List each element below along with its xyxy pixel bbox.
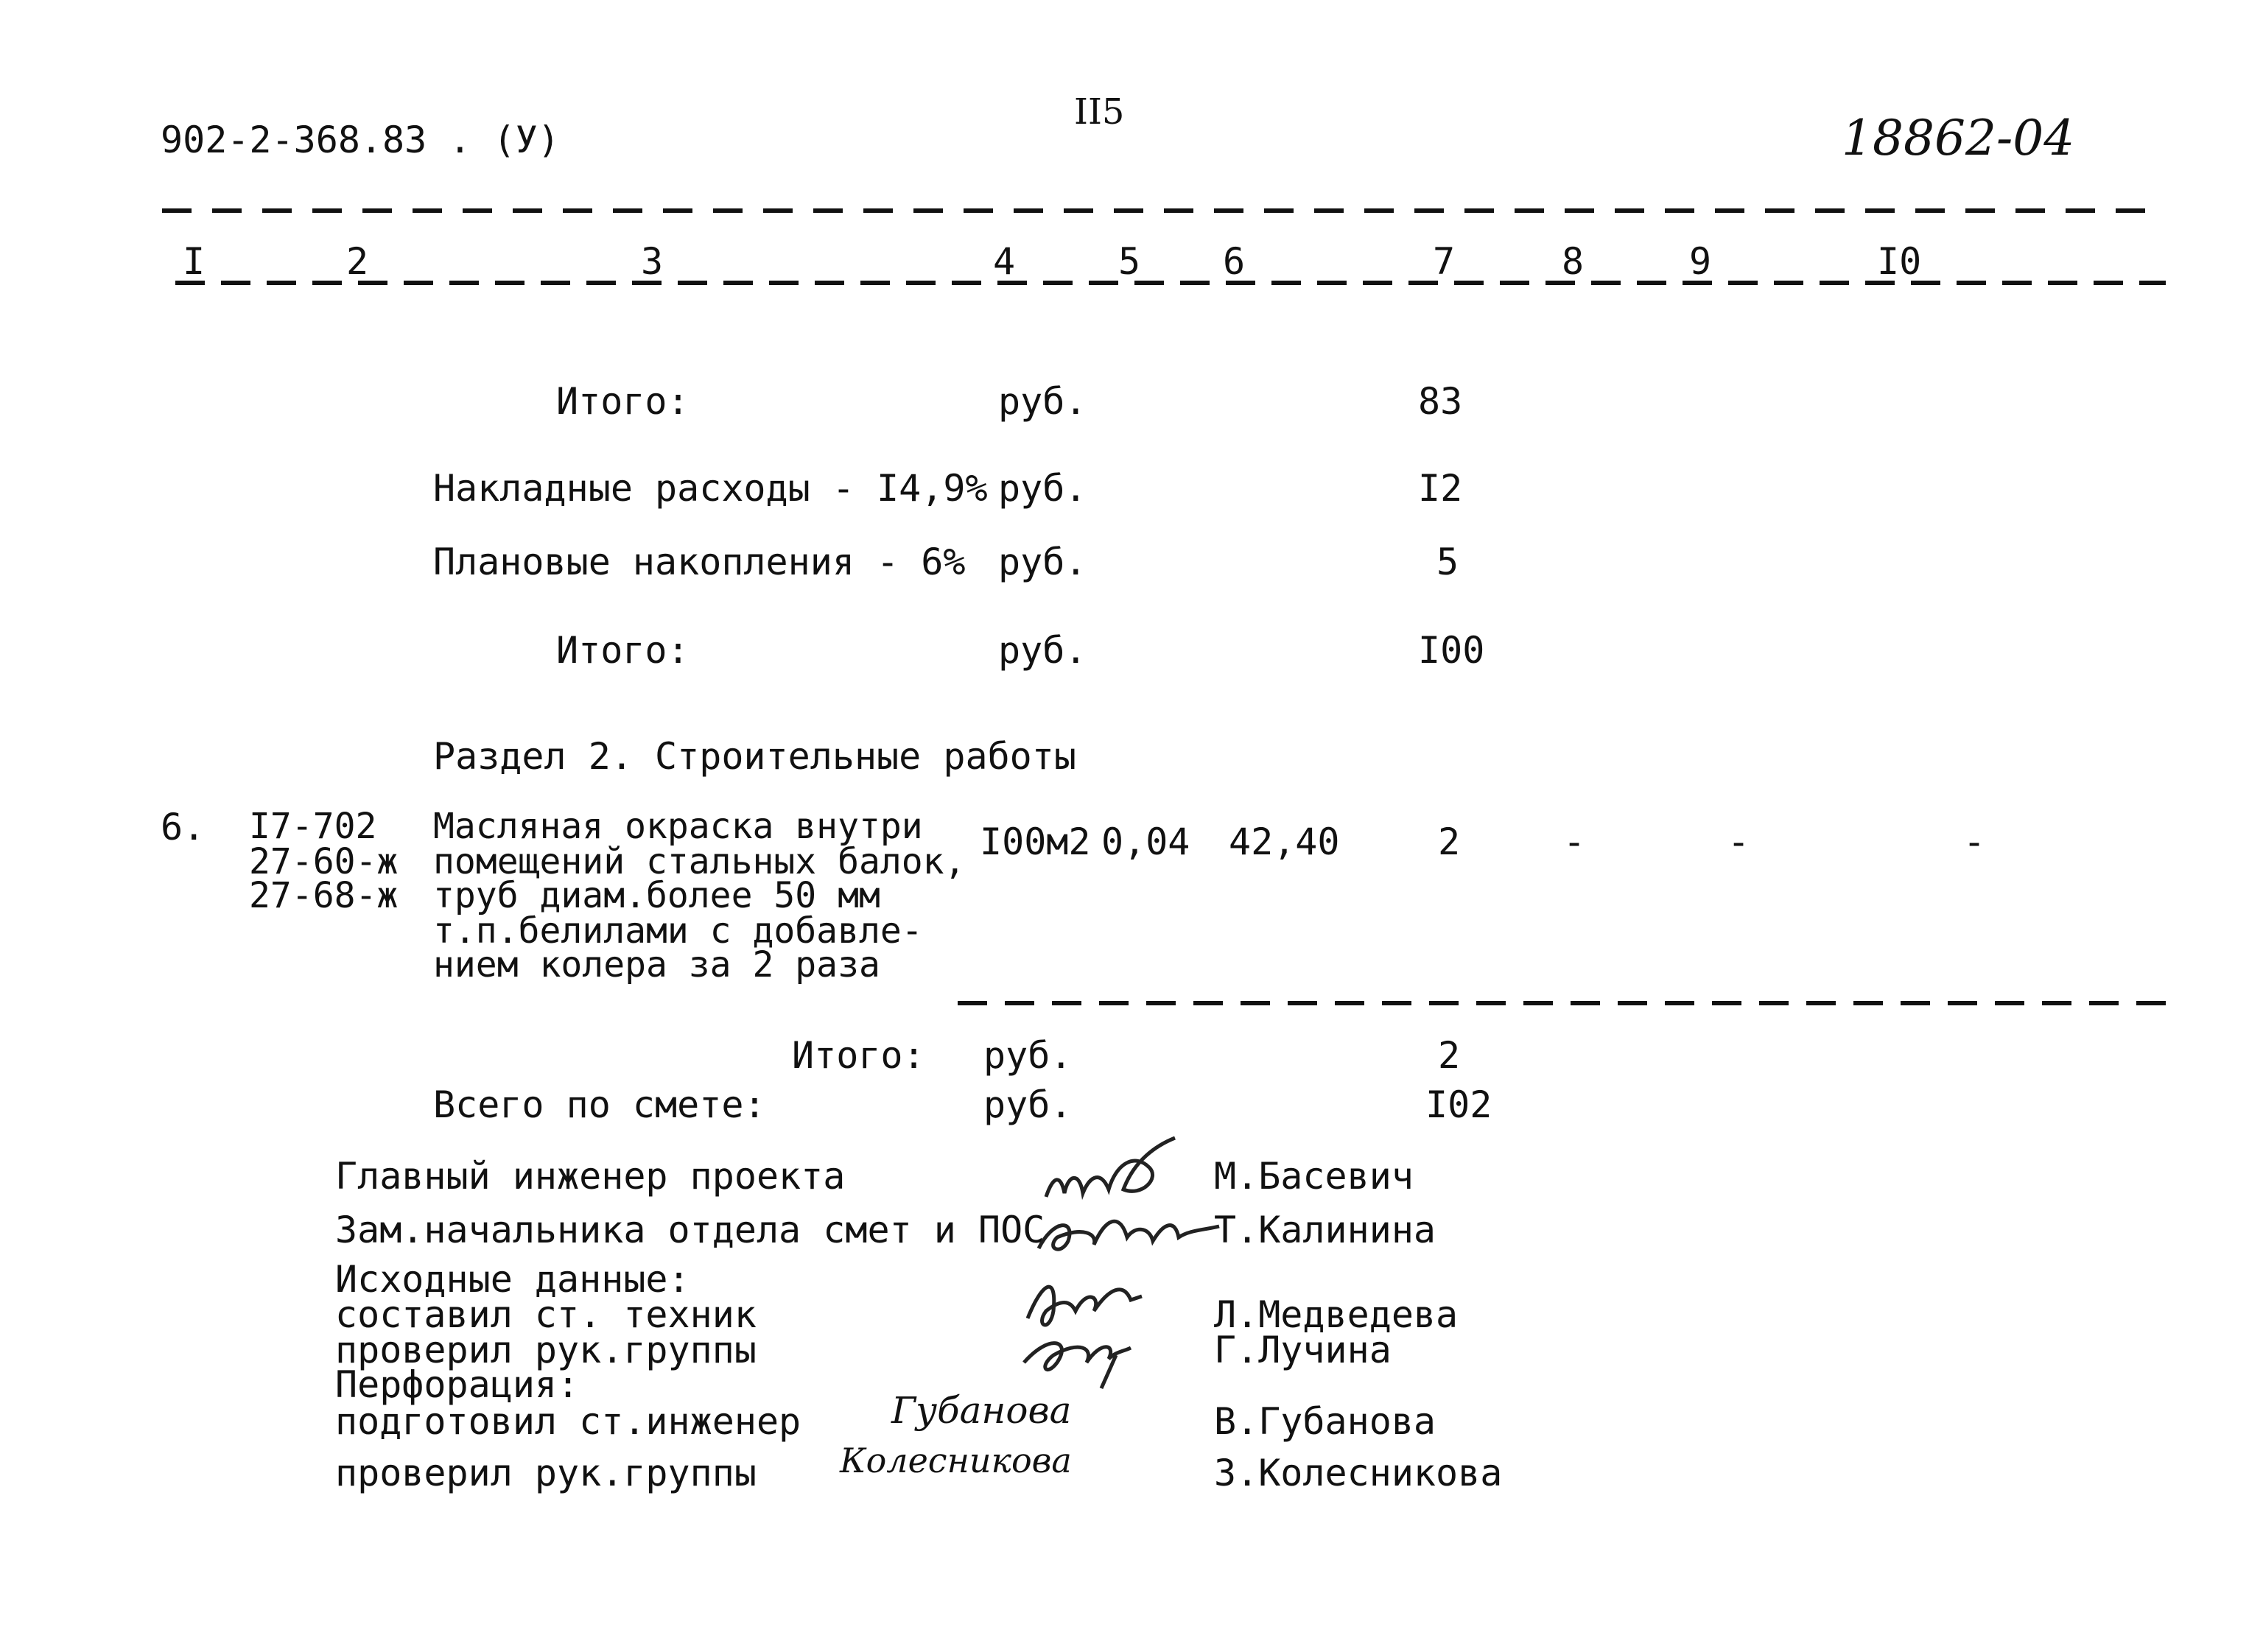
- section-total-unit: руб.: [983, 1034, 1073, 1077]
- top-dashed-rule: [0, 208, 2263, 215]
- item-description-line: т.п.белилами с добавле-: [433, 910, 923, 952]
- item-number: 6.: [161, 806, 206, 848]
- section-title: Раздел 2. Строительные работы: [433, 735, 1076, 778]
- subtotal-label: Итого:: [556, 629, 690, 672]
- source-data-heading: Исходные данные:: [335, 1258, 690, 1301]
- planned-savings-value: 5: [1436, 541, 1459, 583]
- grand-total-unit: руб.: [983, 1083, 1073, 1126]
- column-header-7: 7: [1433, 240, 1456, 283]
- checked2-name: З.Колесникова: [1214, 1452, 1503, 1494]
- item-code: I7-702: [249, 806, 377, 847]
- compiled-title: составил ст. техник: [335, 1293, 757, 1336]
- perforation-heading: Перфорация:: [335, 1363, 580, 1406]
- document-number: 902-2-368.83 . (У): [161, 119, 560, 161]
- planned-savings-unit: руб.: [998, 541, 1087, 583]
- checked-name: Г.Лучина: [1214, 1329, 1392, 1371]
- column-header-4: 4: [993, 240, 1016, 283]
- item-description-line: Масляная окраска внутри: [433, 806, 923, 847]
- chief-engineer-title: Главный инженер проекта: [335, 1155, 846, 1198]
- overhead-unit: руб.: [998, 467, 1087, 510]
- column-header-2: 2: [346, 240, 369, 283]
- item-col10: -: [1963, 820, 1986, 863]
- grand-total-value: I02: [1425, 1083, 1492, 1126]
- signature-kolesnikova: Колесникова: [840, 1441, 1072, 1480]
- archive-number: 18862-04: [1842, 110, 2075, 166]
- section-total-label: Итого:: [792, 1034, 925, 1077]
- item-col8: -: [1563, 820, 1586, 863]
- item-description-line: труб диам.более 50 мм: [433, 875, 880, 916]
- column-header-3: 3: [641, 240, 664, 283]
- item-code: 27-68-ж: [249, 875, 399, 916]
- column-header-8: 8: [1562, 240, 1585, 283]
- item-dashed-rule: [0, 1000, 2263, 1008]
- item-description-line: нием колера за 2 раза: [433, 944, 880, 985]
- item-unit: I00м2: [980, 820, 1091, 863]
- signature-kalinina: [1031, 1197, 1223, 1263]
- overhead-label: Накладные расходы - I4,9%: [433, 467, 988, 510]
- checked-title: проверил рук.группы: [335, 1329, 757, 1371]
- overhead-value: I2: [1418, 467, 1463, 510]
- item-code: 27-60-ж: [249, 841, 399, 882]
- compiled-name: Л.Медведева: [1214, 1293, 1459, 1336]
- subtotal-unit: руб.: [998, 629, 1087, 672]
- section-total-value: 2: [1438, 1034, 1461, 1077]
- prepared-title: подготовил ст.инженер: [335, 1400, 801, 1443]
- item-total: 2: [1438, 820, 1461, 863]
- planned-savings-label: Плановые накопления - 6%: [433, 541, 966, 583]
- summary-label: Итого:: [556, 380, 690, 423]
- column-header-5: 5: [1118, 240, 1141, 283]
- grand-total-label: Всего по смете:: [433, 1083, 766, 1126]
- item-quantity: 0,04: [1101, 820, 1190, 863]
- column-header-1: I: [183, 240, 206, 283]
- chief-engineer-name: М.Басевич: [1214, 1155, 1414, 1198]
- deputy-head-name: Т.Калинина: [1214, 1209, 1436, 1251]
- item-col9: -: [1727, 820, 1750, 863]
- signature-medvedeva: [1013, 1267, 1160, 1392]
- checked2-title: проверил рук.группы: [335, 1452, 757, 1494]
- deputy-head-title: Зам.начальника отдела смет и ПОС: [335, 1209, 1045, 1251]
- header-dashed-rule: [0, 280, 2263, 287]
- page-number: II5: [1074, 91, 1125, 133]
- prepared-name: В.Губанова: [1214, 1400, 1436, 1443]
- column-header-6: 6: [1223, 240, 1246, 283]
- signature-gubanova: Губанова: [891, 1389, 1072, 1432]
- column-header-9: 9: [1689, 240, 1712, 283]
- summary-unit: руб.: [998, 380, 1087, 423]
- item-price: 42,40: [1229, 820, 1340, 863]
- item-description-line: помещений стальных балок,: [433, 841, 966, 882]
- column-header-10: I0: [1877, 240, 1922, 283]
- subtotal-value: I00: [1418, 629, 1485, 672]
- summary-value: 83: [1418, 380, 1463, 423]
